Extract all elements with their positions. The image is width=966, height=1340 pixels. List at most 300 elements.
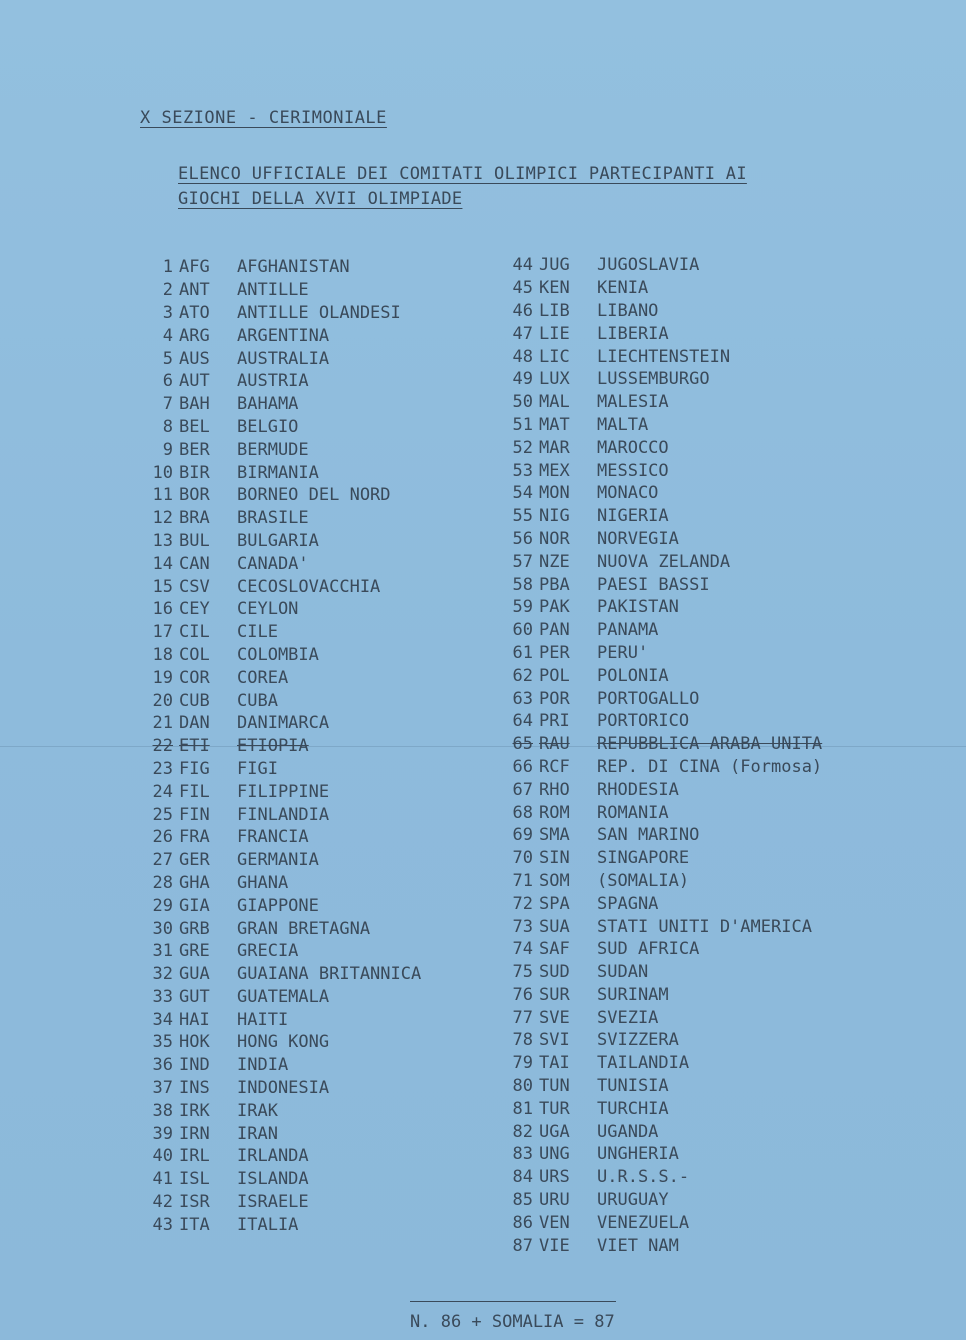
entry-code: HAI bbox=[179, 1009, 210, 1030]
list-item bbox=[145, 940, 421, 963]
entry-number: 6 bbox=[162, 371, 173, 392]
entry-country-name: HAITI bbox=[237, 1009, 289, 1030]
country-list-left bbox=[145, 256, 421, 1236]
list-item bbox=[505, 436, 822, 459]
entry-number: 2 bbox=[162, 280, 173, 301]
entry-number: 12 bbox=[152, 508, 173, 529]
entry-code: BUL bbox=[179, 530, 210, 551]
list-item bbox=[145, 370, 421, 393]
entry-code: INS bbox=[179, 1078, 210, 1099]
entry-number: 5 bbox=[162, 348, 173, 369]
entry-country-name: PAESI BASSI bbox=[597, 574, 710, 595]
entry-code: ARG bbox=[179, 325, 210, 346]
document-title-line-2: GIOCHI DELLA XVII OLIMPIADE bbox=[178, 189, 463, 209]
entry-number: 34 bbox=[152, 1009, 173, 1030]
entry-code: URS bbox=[539, 1167, 570, 1188]
entry-number: 33 bbox=[152, 986, 173, 1007]
entry-number: 16 bbox=[152, 599, 173, 620]
entry-country-name: DANIMARCA bbox=[237, 713, 330, 734]
entry-country-name: GERMANIA bbox=[237, 850, 319, 871]
list-item bbox=[145, 826, 421, 849]
entry-number: 80 bbox=[512, 1076, 533, 1097]
entry-code: CSV bbox=[179, 576, 210, 597]
entry-number: 10 bbox=[152, 462, 173, 483]
list-item bbox=[145, 256, 421, 279]
list-item bbox=[505, 733, 822, 756]
entry-country-name: RHODESIA bbox=[597, 779, 679, 800]
entry-country-name: REPUBBLICA ARABA UNITA bbox=[597, 734, 823, 755]
entry-code: IND bbox=[179, 1055, 210, 1076]
entry-number: 23 bbox=[152, 758, 173, 779]
entry-code: ROM bbox=[539, 802, 570, 823]
entry-number: 24 bbox=[152, 781, 173, 802]
entry-code: FIN bbox=[179, 804, 210, 825]
entry-code: ISL bbox=[179, 1169, 210, 1190]
entry-country-name: SURINAM bbox=[597, 984, 669, 1005]
entry-country-name: CANADA' bbox=[237, 553, 309, 574]
entry-code: ISR bbox=[179, 1192, 210, 1213]
list-item bbox=[145, 279, 421, 302]
entry-country-name: GHANA bbox=[237, 872, 289, 893]
entry-code: GUA bbox=[179, 964, 210, 985]
entry-number: 79 bbox=[512, 1053, 533, 1074]
list-item bbox=[505, 1143, 822, 1166]
entry-country-name: ISLANDA bbox=[237, 1169, 309, 1190]
list-item bbox=[145, 1122, 421, 1145]
entry-code: AUS bbox=[179, 348, 210, 369]
entry-code: BIR bbox=[179, 462, 210, 483]
entry-country-name: ITALIA bbox=[237, 1214, 299, 1235]
list-item bbox=[505, 414, 822, 437]
entry-code: URU bbox=[539, 1190, 570, 1211]
entry-country-name: ISRAELE bbox=[237, 1192, 309, 1213]
entry-country-name: LIECHTENSTEIN bbox=[597, 346, 731, 367]
entry-country-name: FIGI bbox=[237, 758, 278, 779]
entry-code: FIL bbox=[179, 781, 210, 802]
entry-number: 85 bbox=[512, 1190, 533, 1211]
list-item bbox=[145, 758, 421, 781]
entry-number: 9 bbox=[162, 439, 173, 460]
entry-country-name: SUDAN bbox=[597, 962, 649, 983]
entry-number: 40 bbox=[152, 1146, 173, 1167]
entry-country-name: INDONESIA bbox=[237, 1078, 330, 1099]
entry-country-name: GUAIANA BRITANNICA bbox=[237, 964, 422, 985]
list-item bbox=[145, 644, 421, 667]
entry-number: 70 bbox=[512, 848, 533, 869]
entry-code: SUR bbox=[539, 984, 570, 1005]
entry-code: FRA bbox=[179, 827, 210, 848]
entry-number: 1 bbox=[162, 257, 173, 278]
list-item bbox=[505, 1189, 822, 1212]
entry-code: LIE bbox=[539, 323, 570, 344]
entry-code: NZE bbox=[539, 551, 570, 572]
entry-number: 51 bbox=[512, 414, 533, 435]
entry-country-name: PORTORICO bbox=[597, 711, 690, 732]
list-item bbox=[505, 756, 822, 779]
entry-country-name: ANTILLE OLANDESI bbox=[237, 302, 401, 323]
list-item bbox=[145, 712, 421, 735]
list-item bbox=[505, 984, 822, 1007]
entry-code: MEX bbox=[539, 460, 570, 481]
entry-code: SIN bbox=[539, 848, 570, 869]
entry-country-name: GIAPPONE bbox=[237, 895, 319, 916]
entry-code: SOM bbox=[539, 870, 570, 891]
entry-code: SVE bbox=[539, 1007, 570, 1028]
entry-country-name: NIGERIA bbox=[597, 506, 669, 527]
entry-number: 86 bbox=[512, 1212, 533, 1233]
entry-code: MAL bbox=[539, 392, 570, 413]
entry-number: 21 bbox=[152, 713, 173, 734]
entry-number: 8 bbox=[162, 416, 173, 437]
list-item bbox=[145, 780, 421, 803]
list-item bbox=[145, 803, 421, 826]
list-item bbox=[145, 347, 421, 370]
entry-code: PRI bbox=[539, 711, 570, 732]
entry-country-name: KENIA bbox=[597, 278, 649, 299]
list-item bbox=[505, 505, 822, 528]
entry-number: 67 bbox=[512, 779, 533, 800]
entry-code: BAH bbox=[179, 394, 210, 415]
entry-code: UGA bbox=[539, 1121, 570, 1142]
entry-country-name: REP. DI CINA (Formosa) bbox=[597, 756, 823, 777]
entry-code: CIL bbox=[179, 622, 210, 643]
list-item bbox=[505, 368, 822, 391]
entry-number: 32 bbox=[152, 964, 173, 985]
entry-country-name: GUATEMALA bbox=[237, 986, 330, 1007]
entry-country-name: GRECIA bbox=[237, 941, 299, 962]
list-item bbox=[505, 1166, 822, 1189]
entry-country-name: TAILANDIA bbox=[597, 1053, 690, 1074]
entry-code: PER bbox=[539, 642, 570, 663]
entry-country-name: CILE bbox=[237, 622, 278, 643]
list-item bbox=[145, 530, 421, 553]
entry-country-name: IRLANDA bbox=[237, 1146, 309, 1167]
entry-country-name: AFGHANISTAN bbox=[237, 257, 350, 278]
entry-number: 66 bbox=[512, 756, 533, 777]
entry-number: 52 bbox=[512, 437, 533, 458]
entry-number: 13 bbox=[152, 530, 173, 551]
entry-number: 56 bbox=[512, 528, 533, 549]
entry-number: 69 bbox=[512, 825, 533, 846]
entry-country-name: COREA bbox=[237, 667, 289, 688]
entry-number: 75 bbox=[512, 962, 533, 983]
entry-number: 19 bbox=[152, 667, 173, 688]
entry-code: IRK bbox=[179, 1100, 210, 1121]
entry-number: 41 bbox=[152, 1169, 173, 1190]
entry-country-name: NUOVA ZELANDA bbox=[597, 551, 731, 572]
entry-code: SVI bbox=[539, 1030, 570, 1051]
list-item bbox=[145, 849, 421, 872]
list-item bbox=[505, 938, 822, 961]
entry-number: 50 bbox=[512, 392, 533, 413]
list-item bbox=[145, 1031, 421, 1054]
entry-number: 71 bbox=[512, 870, 533, 891]
entry-number: 57 bbox=[512, 551, 533, 572]
list-item bbox=[505, 870, 822, 893]
list-item bbox=[505, 1211, 822, 1234]
entry-country-name: BELGIO bbox=[237, 416, 299, 437]
list-item bbox=[505, 573, 822, 596]
entry-code: LIB bbox=[539, 300, 570, 321]
entry-code: RHO bbox=[539, 779, 570, 800]
entry-country-name: SVEZIA bbox=[597, 1007, 659, 1028]
entry-number: 44 bbox=[512, 255, 533, 276]
list-item bbox=[505, 642, 822, 665]
entry-country-name: CEYLON bbox=[237, 599, 299, 620]
entry-number: 30 bbox=[152, 918, 173, 939]
entry-country-name: SINGAPORE bbox=[597, 848, 690, 869]
entry-country-name: VENEZUELA bbox=[597, 1212, 690, 1233]
entry-number: 84 bbox=[512, 1167, 533, 1188]
entry-number: 78 bbox=[512, 1030, 533, 1051]
entry-code: GHA bbox=[179, 872, 210, 893]
entry-number: 73 bbox=[512, 916, 533, 937]
entry-number: 36 bbox=[152, 1055, 173, 1076]
list-item bbox=[505, 345, 822, 368]
entry-code: SMA bbox=[539, 825, 570, 846]
entry-code: POR bbox=[539, 688, 570, 709]
entry-number: 43 bbox=[152, 1214, 173, 1235]
entry-number: 46 bbox=[512, 300, 533, 321]
list-item bbox=[505, 1075, 822, 1098]
entry-country-name: URUGUAY bbox=[597, 1190, 669, 1211]
list-item bbox=[505, 1097, 822, 1120]
entry-country-name: AUSTRIA bbox=[237, 371, 309, 392]
document-title-line-1: ELENCO UFFICIALE DEI COMITATI OLIMPICI PARTECIPANTI AI bbox=[178, 164, 747, 184]
entry-number: 62 bbox=[512, 665, 533, 686]
entry-number: 64 bbox=[512, 711, 533, 732]
list-item bbox=[145, 1145, 421, 1168]
entry-country-name: ETIOPIA bbox=[237, 736, 309, 757]
entry-number: 11 bbox=[152, 485, 173, 506]
entry-country-name: BORNEO DEL NORD bbox=[237, 485, 391, 506]
list-item bbox=[145, 302, 421, 325]
entry-code: SUA bbox=[539, 916, 570, 937]
list-item bbox=[505, 322, 822, 345]
entry-number: 72 bbox=[512, 893, 533, 914]
entry-number: 35 bbox=[152, 1032, 173, 1053]
list-item bbox=[145, 986, 421, 1009]
list-item bbox=[505, 1006, 822, 1029]
entry-code: BRA bbox=[179, 508, 210, 529]
entry-code: LUX bbox=[539, 369, 570, 390]
entry-code: PBA bbox=[539, 574, 570, 595]
entry-number: 58 bbox=[512, 574, 533, 595]
document-title bbox=[178, 162, 747, 212]
entry-country-name: U.R.S.S.- bbox=[597, 1167, 690, 1188]
list-item bbox=[145, 1168, 421, 1191]
list-item bbox=[505, 482, 822, 505]
list-item bbox=[505, 710, 822, 733]
entry-number: 7 bbox=[162, 394, 173, 415]
list-item bbox=[505, 1029, 822, 1052]
list-item bbox=[505, 619, 822, 642]
entry-code: UNG bbox=[539, 1144, 570, 1165]
entry-number: 29 bbox=[152, 895, 173, 916]
entry-code: AUT bbox=[179, 371, 210, 392]
list-item bbox=[145, 735, 421, 758]
entry-country-name: ARGENTINA bbox=[237, 325, 330, 346]
entry-code: SPA bbox=[539, 893, 570, 914]
entry-number: 31 bbox=[152, 941, 173, 962]
entry-code: TUN bbox=[539, 1076, 570, 1097]
entry-number: 68 bbox=[512, 802, 533, 823]
entry-number: 48 bbox=[512, 346, 533, 367]
entry-code: BOR bbox=[179, 485, 210, 506]
entry-country-name: IRAK bbox=[237, 1100, 278, 1121]
list-item bbox=[505, 664, 822, 687]
entry-number: 63 bbox=[512, 688, 533, 709]
entry-country-name: CUBA bbox=[237, 690, 278, 711]
entry-number: 82 bbox=[512, 1121, 533, 1142]
entry-number: 49 bbox=[512, 369, 533, 390]
entry-number: 87 bbox=[512, 1235, 533, 1256]
entry-country-name: MAROCCO bbox=[597, 437, 669, 458]
list-item bbox=[145, 575, 421, 598]
list-item bbox=[145, 621, 421, 644]
entry-code: GRB bbox=[179, 918, 210, 939]
entry-number: 60 bbox=[512, 620, 533, 641]
entry-country-name: BERMUDE bbox=[237, 439, 309, 460]
list-item bbox=[505, 528, 822, 551]
entry-country-name: POLONIA bbox=[597, 665, 669, 686]
entry-country-name: VIET NAM bbox=[597, 1235, 679, 1256]
entry-code: GER bbox=[179, 850, 210, 871]
list-item bbox=[145, 438, 421, 461]
entry-country-name: LUSSEMBURGO bbox=[597, 369, 710, 390]
entry-number: 27 bbox=[152, 850, 173, 871]
section-title: X SEZIONE - CERIMONIALE bbox=[140, 108, 387, 128]
entry-number: 25 bbox=[152, 804, 173, 825]
entry-number: 45 bbox=[512, 278, 533, 299]
entry-number: 37 bbox=[152, 1078, 173, 1099]
entry-code: ANT bbox=[179, 280, 210, 301]
entry-country-name: (SOMALIA) bbox=[597, 870, 690, 891]
entry-code: GIA bbox=[179, 895, 210, 916]
entry-country-name: TURCHIA bbox=[597, 1098, 669, 1119]
entry-country-name: FILIPPINE bbox=[237, 781, 330, 802]
list-item bbox=[505, 847, 822, 870]
entry-code: CEY bbox=[179, 599, 210, 620]
list-item bbox=[145, 1077, 421, 1100]
entry-number: 38 bbox=[152, 1100, 173, 1121]
entry-country-name: TUNISIA bbox=[597, 1076, 669, 1097]
list-item bbox=[145, 689, 421, 712]
entry-code: COR bbox=[179, 667, 210, 688]
entry-country-name: MESSICO bbox=[597, 460, 669, 481]
list-item bbox=[505, 277, 822, 300]
list-item bbox=[505, 550, 822, 573]
entry-country-name: BAHAMA bbox=[237, 394, 299, 415]
list-item bbox=[505, 1120, 822, 1143]
entry-code: IRN bbox=[179, 1123, 210, 1144]
entry-country-name: ANTILLE bbox=[237, 280, 309, 301]
entry-code: RAU bbox=[539, 734, 570, 755]
entry-number: 39 bbox=[152, 1123, 173, 1144]
entry-country-name: UGANDA bbox=[597, 1121, 659, 1142]
entry-number: 3 bbox=[162, 302, 173, 323]
list-item bbox=[145, 1008, 421, 1031]
list-item bbox=[145, 872, 421, 895]
entry-number: 22 bbox=[152, 736, 173, 757]
entry-number: 28 bbox=[152, 872, 173, 893]
entry-country-name: MONACO bbox=[597, 483, 659, 504]
entry-code: RCF bbox=[539, 756, 570, 777]
list-item bbox=[505, 300, 822, 323]
entry-number: 47 bbox=[512, 323, 533, 344]
entry-code: POL bbox=[539, 665, 570, 686]
entry-code: HOK bbox=[179, 1032, 210, 1053]
entry-number: 53 bbox=[512, 460, 533, 481]
list-item bbox=[145, 507, 421, 530]
list-item bbox=[145, 894, 421, 917]
list-item bbox=[145, 484, 421, 507]
entry-country-name: MALESIA bbox=[597, 392, 669, 413]
entry-country-name: FINLANDIA bbox=[237, 804, 330, 825]
list-item bbox=[145, 598, 421, 621]
entry-country-name: CECOSLOVACCHIA bbox=[237, 576, 381, 597]
entry-code: NOR bbox=[539, 528, 570, 549]
entry-country-name: PORTOGALLO bbox=[597, 688, 700, 709]
entry-country-name: AUSTRALIA bbox=[237, 348, 330, 369]
list-item bbox=[505, 778, 822, 801]
list-item bbox=[505, 915, 822, 938]
entry-number: 76 bbox=[512, 984, 533, 1005]
list-item bbox=[505, 391, 822, 414]
entry-number: 18 bbox=[152, 644, 173, 665]
entry-code: GRE bbox=[179, 941, 210, 962]
list-item bbox=[145, 324, 421, 347]
entry-code: GUT bbox=[179, 986, 210, 1007]
list-item bbox=[145, 1191, 421, 1214]
entry-code: JUG bbox=[539, 255, 570, 276]
entry-number: 54 bbox=[512, 483, 533, 504]
entry-country-name: PANAMA bbox=[597, 620, 659, 641]
list-item bbox=[145, 552, 421, 575]
entry-number: 4 bbox=[162, 325, 173, 346]
entry-code: AFG bbox=[179, 257, 210, 278]
entry-code: ITA bbox=[179, 1214, 210, 1235]
list-item bbox=[145, 666, 421, 689]
entry-number: 81 bbox=[512, 1098, 533, 1119]
entry-country-name: SUD AFRICA bbox=[597, 939, 700, 960]
list-item bbox=[145, 393, 421, 416]
entry-code: BEL bbox=[179, 416, 210, 437]
entry-country-name: PAKISTAN bbox=[597, 597, 679, 618]
entry-number: 65 bbox=[512, 734, 533, 755]
list-item bbox=[145, 416, 421, 439]
entry-number: 61 bbox=[512, 642, 533, 663]
entry-code: SAF bbox=[539, 939, 570, 960]
entry-code: VIE bbox=[539, 1235, 570, 1256]
entry-country-name: IRAN bbox=[237, 1123, 278, 1144]
entry-code: VEN bbox=[539, 1212, 570, 1233]
entry-country-name: ROMANIA bbox=[597, 802, 669, 823]
entry-number: 26 bbox=[152, 827, 173, 848]
entry-code: SUD bbox=[539, 962, 570, 983]
entry-code: KEN bbox=[539, 278, 570, 299]
list-item bbox=[505, 687, 822, 710]
entry-number: 15 bbox=[152, 576, 173, 597]
entry-code: TAI bbox=[539, 1053, 570, 1074]
entry-country-name: HONG KONG bbox=[237, 1032, 330, 1053]
entry-code: LIC bbox=[539, 346, 570, 367]
entry-number: 42 bbox=[152, 1192, 173, 1213]
list-item bbox=[505, 892, 822, 915]
entry-code: CAN bbox=[179, 553, 210, 574]
entry-code: PAN bbox=[539, 620, 570, 641]
entry-country-name: JUGOSLAVIA bbox=[597, 255, 700, 276]
